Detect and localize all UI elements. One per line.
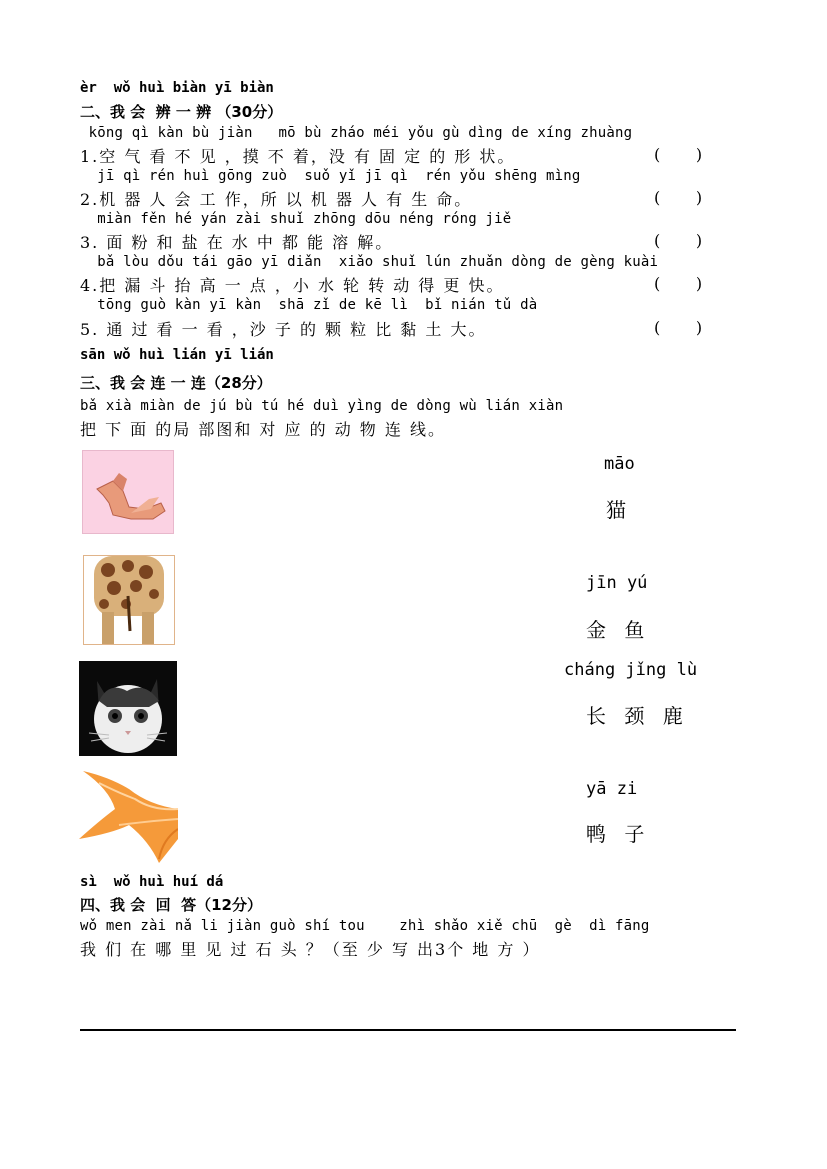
item1-pinyin: kōng qì kàn bù jiàn mō bù zháo méi yǒu gù dìng de xíng zhuàng [80, 125, 633, 141]
item3-answer-bracket[interactable]: ( ) [654, 231, 703, 250]
item2-answer-bracket[interactable]: ( ) [654, 188, 703, 207]
item5-pinyin: tōng guò kàn yī kàn shā zǐ de kē lì bǐ nián tǔ dà [80, 297, 538, 313]
item4-pinyin: bǎ lòu dǒu tái gāo yī diǎn xiǎo shuǐ lún zhuǎn dòng de gèng kuài [80, 254, 659, 270]
section4-title: 四、我 会 回 答（12分） [80, 896, 262, 914]
cat-picture[interactable] [79, 661, 177, 756]
section3-pinyin: sān wǒ huì lián yī lián [80, 347, 274, 363]
section2-title: 二、我 会 辨 一 辨 （30分） [80, 103, 283, 121]
answer-line[interactable] [80, 1029, 736, 1031]
animal-2-name[interactable]: 金 鱼 [586, 618, 651, 642]
item1-answer-bracket[interactable]: ( ) [654, 145, 703, 164]
section4-pinyin: sì wǒ huì huí dá [80, 874, 224, 890]
section4-question-pinyin: wǒ men zài nǎ li jiàn guò shí tou zhì shǎo xiě chū gè dì fāng [80, 918, 650, 934]
goldfish-picture[interactable] [79, 769, 178, 863]
duck-feet-icon [83, 451, 173, 533]
animal-4-name[interactable]: 鸭 子 [586, 822, 651, 846]
giraffe-back-icon [84, 556, 174, 644]
section4-question: 我 们 在 哪 里 见 过 石 头 ？（至 少 写 出3个 地 方 ） [80, 940, 541, 959]
animal-3-name[interactable]: 长 颈 鹿 [586, 704, 689, 728]
section2-pinyin: èr wǒ huì biàn yī biàn [80, 80, 274, 96]
item4-answer-bracket[interactable]: ( ) [654, 274, 703, 293]
item1-text: 1.空 气 看 不 见 ，摸 不 着，没 有 固 定 的 形 状。 [80, 147, 516, 166]
cat-face-icon [79, 661, 177, 756]
animal-1-name[interactable]: 猫 [606, 498, 632, 522]
duck-feet-picture[interactable] [82, 450, 174, 534]
item5-answer-bracket[interactable]: ( ) [654, 318, 703, 337]
animal-2-pinyin: jīn yú [586, 573, 648, 593]
section3-title: 三、我 会 连 一 连（28分） [80, 374, 272, 392]
animal-3-pinyin: cháng jǐng lù [564, 660, 698, 680]
goldfish-tail-icon [79, 769, 178, 863]
animal-1-pinyin: māo [604, 454, 635, 474]
item2-text: 2.机 器 人 会 工 作，所 以 机 器 人 有 生 命。 [80, 190, 473, 209]
section3-instruction-pinyin: bǎ xià miàn de jú bù tú hé duì yìng de dòng wù lián xiàn [80, 398, 564, 414]
item4-text: 4.把 漏 斗 抬 高 一 点 ，小 水 轮 转 动 得 更 快。 [80, 276, 505, 295]
item2-pinyin: jī qì rén huì gōng zuò suǒ yǐ jī qì rén yǒu shēng mìng [80, 168, 581, 184]
giraffe-picture[interactable] [83, 555, 175, 645]
animal-4-pinyin: yā zi [586, 779, 638, 799]
item3-pinyin: miàn fěn hé yán zài shuǐ zhōng dōu néng róng jiě [80, 211, 512, 227]
section3-instruction: 把 下 面 的局 部图和 对 应 的 动 物 连 线。 [80, 420, 446, 439]
item5-text: 5. 通 过 看 一 看 ，沙 子 的 颗 粒 比 黏 土 大。 [80, 320, 487, 339]
item3-text: 3. 面 粉 和 盐 在 水 中 都 能 溶 解。 [80, 233, 394, 252]
